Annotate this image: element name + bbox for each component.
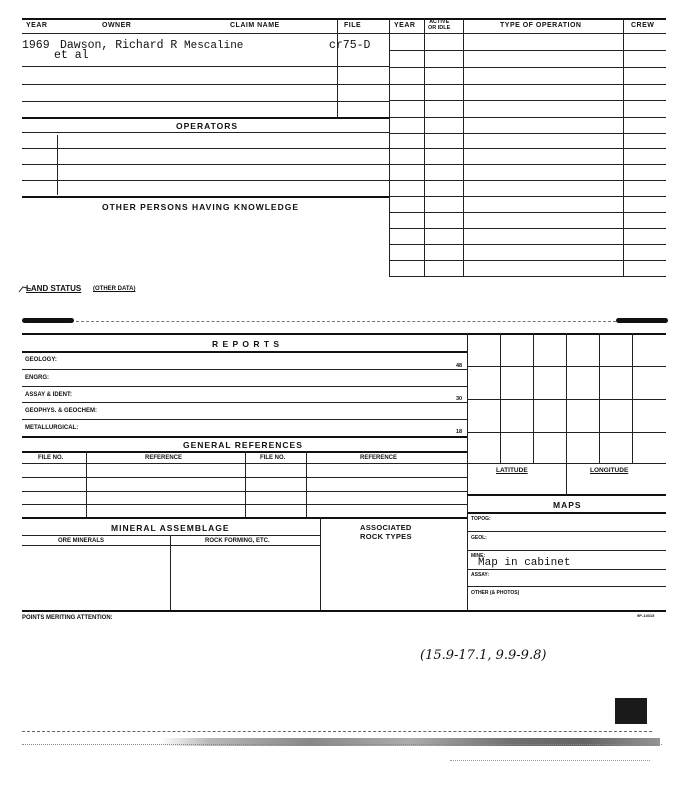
maps-other-label: OTHER (& PHOTOS) <box>471 590 520 596</box>
row-line <box>22 491 467 492</box>
col-divider <box>424 18 425 276</box>
margin-number: 48 <box>456 363 463 369</box>
scan-line <box>450 760 650 761</box>
row-line <box>22 148 389 149</box>
mineral-assemblage-title: MINERAL ASSEMBLAGE <box>111 523 230 533</box>
report-label-metallurgical: METALLURGICAL: <box>25 425 79 431</box>
scan-line <box>22 744 662 745</box>
entry-owner-line2: et al <box>54 49 89 62</box>
row-line <box>389 228 666 229</box>
scan-line <box>22 731 652 732</box>
header-claim-name: CLAIM NAME <box>230 22 280 29</box>
row-line <box>22 545 320 546</box>
grid-line <box>599 333 600 463</box>
grid-line <box>467 366 666 367</box>
checkmark-icon <box>18 286 32 294</box>
col-divider <box>623 18 624 276</box>
col-divider <box>170 535 171 610</box>
row-line <box>389 196 666 197</box>
bottom-border <box>22 610 666 612</box>
margin-number: 18 <box>456 429 463 435</box>
row-line <box>467 550 666 551</box>
row-line <box>389 100 666 101</box>
row-line <box>22 84 389 85</box>
divider-band-right <box>616 318 668 323</box>
header-active-idle <box>428 19 450 31</box>
col-divider <box>320 517 321 610</box>
header-crew: CREW <box>631 22 655 29</box>
col-divider <box>306 451 307 518</box>
report-label-geology: GEOLOGY: <box>25 357 57 363</box>
other-persons-label: OTHER PERSONS HAVING KNOWLEDGE <box>102 202 300 212</box>
ref-col-file-no-1: FILE NO. <box>38 455 64 461</box>
row-line <box>22 463 467 464</box>
associated-label-line1: ASSOCIATED <box>360 523 412 532</box>
col-divider <box>389 18 390 276</box>
margin-number: 30 <box>456 396 463 402</box>
maps-title: MAPS <box>553 500 582 510</box>
ref-col-reference-1: REFERENCE <box>145 455 183 461</box>
land-status-sub: (OTHER DATA) <box>93 286 136 292</box>
row-line <box>467 512 666 514</box>
grid-line <box>632 333 633 463</box>
operators-label: OPERATORS <box>176 121 239 131</box>
row-line <box>22 477 467 478</box>
row-line <box>22 369 467 370</box>
header-year: YEAR <box>26 22 48 29</box>
row-line <box>389 260 666 261</box>
report-label-assay: ASSAY & IDENT: <box>25 392 73 398</box>
row-line <box>389 50 666 51</box>
header-file: FILE <box>344 22 362 29</box>
row-line <box>22 101 389 102</box>
form-number: 9P-14015 <box>637 613 655 618</box>
col-divider <box>245 451 246 518</box>
grid-line <box>500 333 501 463</box>
row-line <box>389 133 666 134</box>
row-line <box>22 402 467 403</box>
top-border <box>22 18 666 20</box>
entry-owner: Dawson, Richard R <box>60 39 178 52</box>
land-status-label: LAND STATUS <box>26 284 82 293</box>
reports-top-border <box>22 333 666 335</box>
maps-mine-value: Map in cabinet <box>478 557 571 569</box>
entry-claim-name: Mescaline <box>184 40 244 52</box>
row-line <box>389 117 666 118</box>
entry-file: cr75-D <box>329 39 371 52</box>
header-or-idle: OR IDLE <box>428 25 451 31</box>
col-divider <box>86 451 87 518</box>
maps-geol-label: GEOL: <box>471 535 487 541</box>
general-references-title: GENERAL REFERENCES <box>183 440 303 450</box>
entry-year: 1969 <box>22 39 50 52</box>
row-line <box>22 180 389 181</box>
col-divider <box>337 18 338 118</box>
row-line <box>22 66 389 67</box>
reports-title: R E P O R T S <box>212 339 281 349</box>
row-line <box>467 494 666 496</box>
col-divider <box>57 135 58 195</box>
grid-line <box>566 333 567 494</box>
divider-band-left <box>22 318 74 323</box>
row-line <box>22 535 320 536</box>
row-line <box>22 351 467 353</box>
row-line <box>467 569 666 570</box>
header-divider <box>22 33 666 34</box>
maps-mine-label: MINE: <box>471 553 486 559</box>
associated-label-line2: ROCK TYPES <box>360 532 412 541</box>
row-line <box>22 117 389 119</box>
longitude-label: LONGITUDE <box>590 467 629 474</box>
points-meriting-label: POINTS MERITING ATTENTION: <box>22 615 113 621</box>
row-line <box>22 419 467 420</box>
row-line <box>389 84 666 85</box>
col-divider <box>463 18 464 276</box>
row-line <box>389 244 666 245</box>
row-line <box>22 436 467 438</box>
ore-minerals-label: ORE MINERALS <box>58 538 105 544</box>
grid-line <box>467 463 666 464</box>
row-line <box>22 386 467 387</box>
rock-forming-label: ROCK FORMING, ETC. <box>205 538 270 544</box>
maps-assay-label: ASSAY: <box>471 572 490 578</box>
row-line <box>22 164 389 165</box>
grid-line <box>467 399 666 400</box>
row-line <box>467 531 666 532</box>
header-year-2: YEAR <box>394 22 416 29</box>
header-type-of-operation: TYPE OF OPERATION <box>500 22 582 29</box>
latitude-label: LATITUDE <box>496 467 528 474</box>
row-line <box>389 212 666 213</box>
grid-line <box>533 333 534 463</box>
divider-dashes <box>76 321 616 322</box>
row-line <box>467 586 666 587</box>
ref-col-file-no-2: FILE NO. <box>260 455 286 461</box>
report-label-engrg: ENGRG: <box>25 375 49 381</box>
row-line <box>389 67 666 68</box>
row-line <box>22 196 389 198</box>
row-line <box>389 164 666 165</box>
report-label-geophys: GEOPHYS. & GEOCHEM: <box>25 408 98 414</box>
grid-line <box>467 432 666 433</box>
handwritten-note: (15.9-17.1, 9.9-9.8) <box>420 648 547 663</box>
row-line <box>389 148 666 149</box>
row-line <box>389 180 666 181</box>
ref-col-reference-2: REFERENCE <box>360 455 398 461</box>
header-owner: OWNER <box>102 22 132 29</box>
row-line <box>22 504 467 505</box>
header-active: ACTIVE <box>429 19 450 25</box>
scan-mark <box>615 698 647 724</box>
row-line <box>389 276 666 277</box>
row-line <box>22 132 389 133</box>
row-line <box>22 517 467 519</box>
maps-topog-label: TOPOG: <box>471 516 491 522</box>
